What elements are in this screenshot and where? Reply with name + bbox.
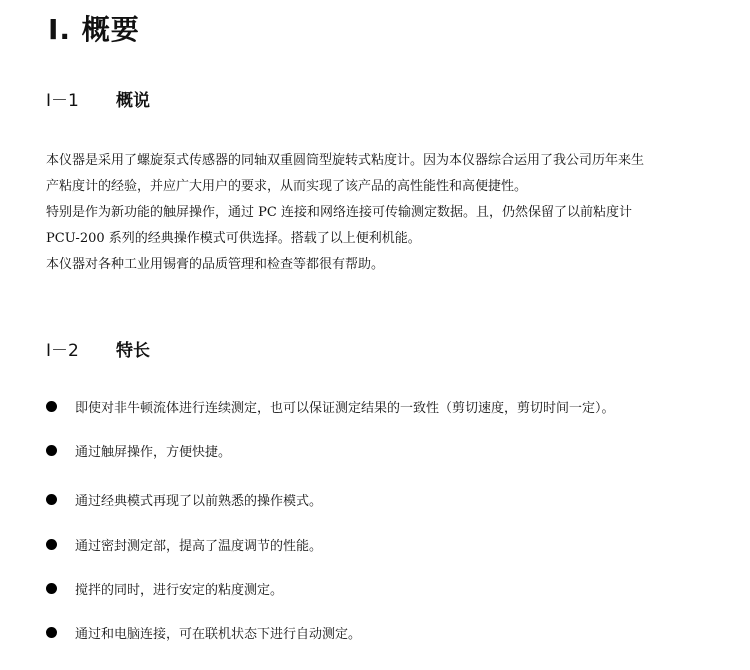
- bullet-icon: [46, 627, 57, 638]
- paragraph-line: 产粘度计的经验，并应广大用户的要求，从而实现了该产品的高性能性和高便捷性。: [46, 179, 528, 194]
- list-item: [46, 487, 322, 511]
- feature-text: 即使对非牛顿流体进行连续测定，也可以保证测定结果的一致性（剪切速度，剪切时间一定）。: [75, 400, 615, 416]
- list-item: [46, 394, 615, 418]
- bullet-icon: [46, 494, 57, 505]
- section-title: 概说: [116, 91, 150, 111]
- bullet-icon: [46, 445, 57, 456]
- paragraph-line: 本仪器对各种工业用锡膏的品质管理和检查等都很有帮助。: [46, 257, 385, 272]
- list-item: [46, 620, 361, 644]
- feature-text: 通过密封测定部，提高了温度调节的性能。: [75, 538, 323, 554]
- feature-text: 搅拌的同时，进行安定的粘度测定。: [75, 582, 284, 598]
- section-heading-overview: [46, 86, 150, 111]
- section-title: 特长: [116, 341, 150, 361]
- list-item: [46, 576, 283, 600]
- overview-paragraph: [46, 148, 726, 278]
- bullet-icon: [46, 401, 57, 412]
- feature-text: 通过触屏操作，方便快捷。: [75, 444, 232, 460]
- page-title: Ⅰ. 概要: [48, 13, 140, 46]
- paragraph-line: PCU-200 系列的经典操作模式可供选择。搭载了以上便利机能。: [46, 231, 421, 246]
- section-number: Ⅰ－1: [46, 91, 79, 111]
- bullet-icon: [46, 583, 57, 594]
- list-item: [46, 532, 322, 556]
- section-number: Ⅰ－2: [46, 341, 79, 361]
- section-heading-features: [46, 336, 150, 361]
- bullet-icon: [46, 539, 57, 550]
- feature-text: 通过和电脑连接，可在联机状态下进行自动测定。: [75, 626, 362, 642]
- paragraph-line: 本仪器是采用了螺旋泵式传感器的同轴双重圆筒型旋转式粘度计。因为本仪器综合运用了我公司历年来生: [46, 153, 645, 168]
- paragraph-line: 特别是作为新功能的触屏操作，通过 PC 连接和网络连接可传输测定数据。且，仍然保留了以前粘度计: [46, 205, 632, 220]
- list-item: [46, 438, 231, 462]
- feature-text: 通过经典模式再现了以前熟悉的操作模式。: [75, 493, 323, 509]
